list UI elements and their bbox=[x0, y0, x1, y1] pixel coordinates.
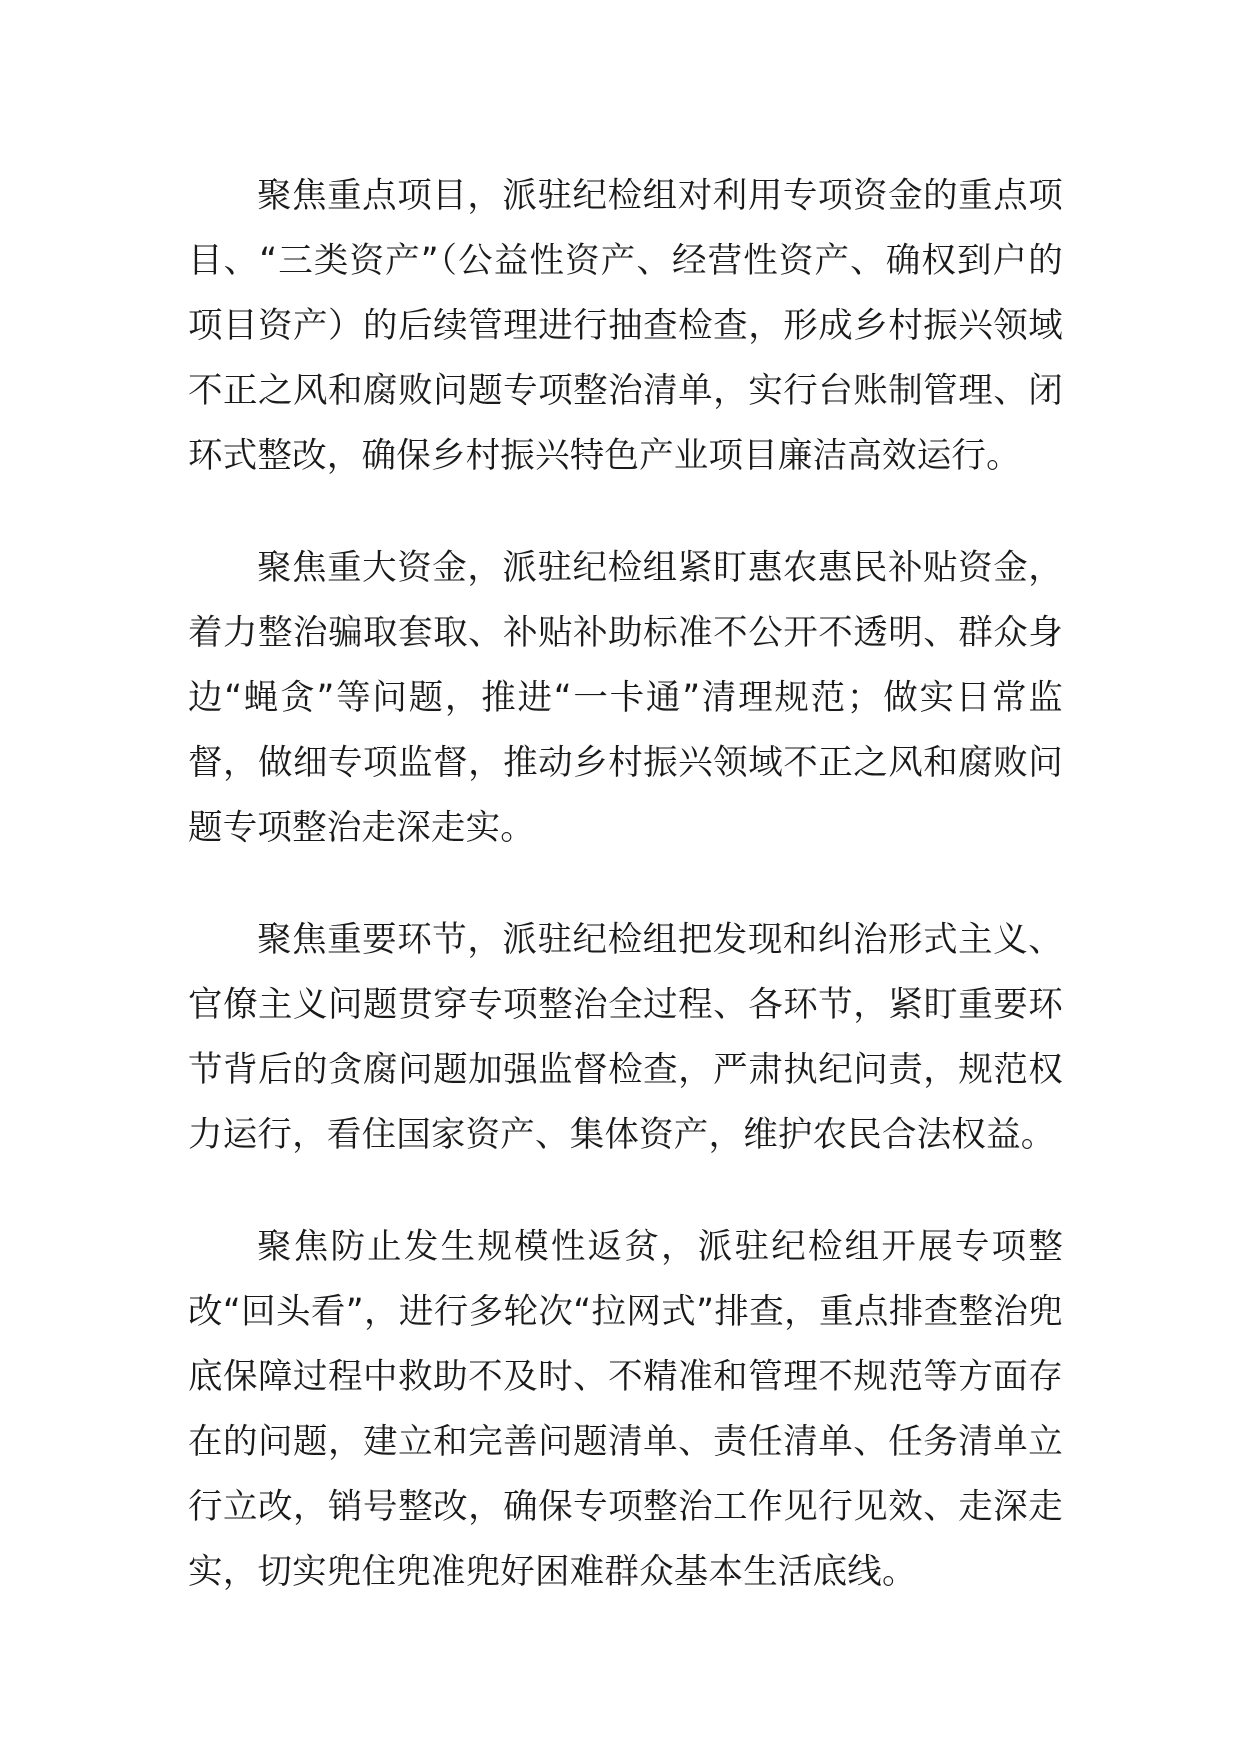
document-body bbox=[188, 164, 1063, 1652]
paragraph-key-projects: 聚焦重点项目，派驻纪检组对利用专项资金的重点项目、“三类资产”（公益性资产、经营性资产、确权到户的项目资产）的后续管理进行抽查检查，形成乡村振兴领域不正之风和腐败问题专项整治清单，实行台账制管理、闭环式整改，确保乡村振兴特色产业项目廉洁高效运行。 bbox=[188, 176, 1063, 476]
paragraph-major-funds: 聚焦重大资金，派驻纪检组紧盯惠农惠民补贴资金，着力整治骗取套取、补贴补助标准不公开不透明、群众身边“蝇贪”等问题，推进“一卡通”清理规范；做实日常监督，做细专项监督，推动乡村振兴领域不正之风和腐败问题专项整治走深走实。 bbox=[188, 548, 1063, 848]
paragraph-key-links: 聚焦重要环节，派驻纪检组把发现和纠治形式主义、官僚主义问题贯穿专项整治全过程、各环节，紧盯重要环节背后的贪腐问题加强监督检查，严肃执纪问责，规范权力运行，看住国家资产、集体资产，维护农民合法权益。 bbox=[188, 920, 1063, 1155]
paragraph-prevent-poverty-return: 聚焦防止发生规模性返贫，派驻纪检组开展专项整改“回头看”，进行多轮次“拉网式”排查，重点排查整治兜底保障过程中救助不及时、不精准和管理不规范等方面存在的问题，建立和完善问题清单、责任清单、任务清单立行立改，销号整改，确保专项整治工作见行见效、走深走实，切实兜住兜准兜好困难群众基本生活底线。 bbox=[188, 1227, 1063, 1592]
